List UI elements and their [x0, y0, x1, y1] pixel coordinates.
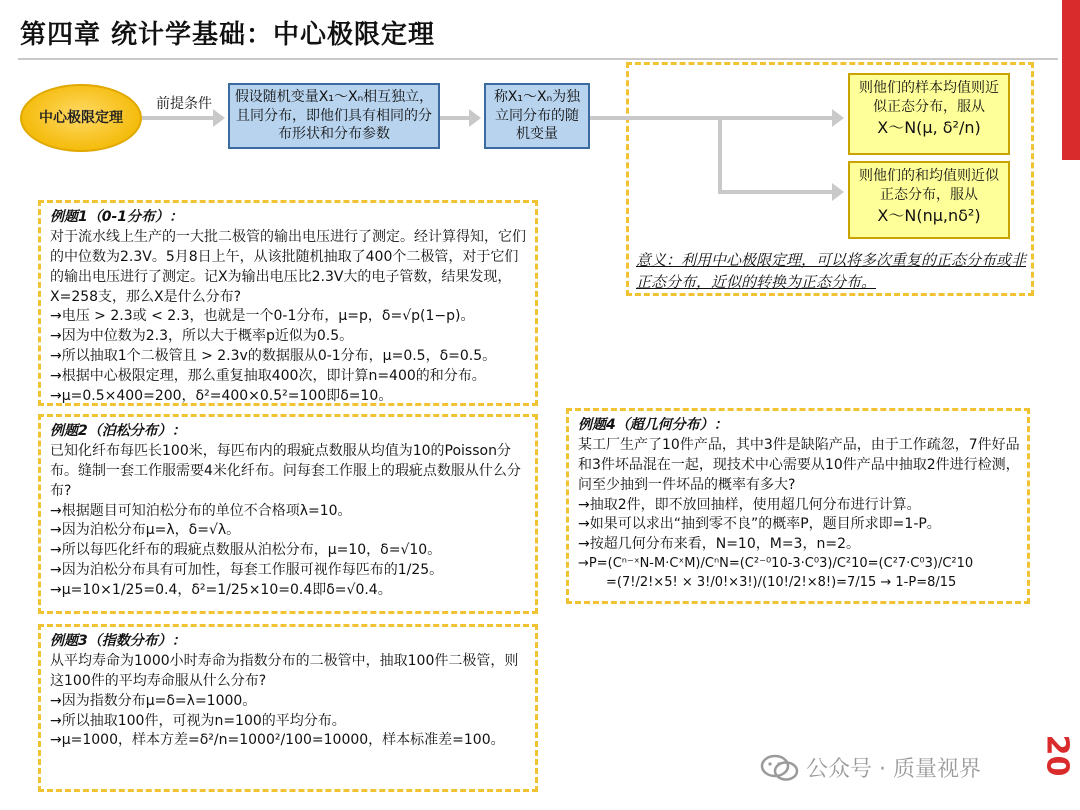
example4-line: →P=(Cⁿ⁻ˣN-M·CˣM)/CⁿN=(C²⁻⁰10-3·C⁰3)/C²10=(C²7·C⁰3)/C²10 [578, 556, 974, 572]
example4 [570, 412, 1028, 596]
sum-mean-formula: X～N(nμ,nδ²) [877, 205, 981, 225]
title-divider [18, 58, 1058, 60]
example1-line: →电压 > 2.3或 < 2.3，也就是一个0-1分布，μ=p，δ=√p(1−p)。 [50, 308, 475, 325]
sample-mean-formula: X～N(μ, δ²/n) [877, 117, 981, 137]
example2-line: →μ=10×1/25=0.4，δ²=1/25×10=0.4即δ=√0.4。 [50, 582, 392, 598]
example2-line: →所以每匹化纤布的瑕疵点数服从泊松分布，μ=10，δ=√10。 [50, 542, 442, 559]
arrow-4 [718, 190, 832, 194]
example4-line: 某工厂生产了10件产品，其中3件是缺陷产品，由于工作疏忽，7件好品和3件坏品混在一起，现技术中心需要从10件产品中抽取2件进行检测，问至少抽到一件坏品的概率有多大? [578, 436, 1020, 493]
page-number: 20 [1039, 734, 1075, 777]
clt-oval: 中心极限定理 [20, 84, 142, 152]
example2-line: →因为泊松分布μ=λ，δ=√λ。 [50, 522, 241, 539]
sample-mean-text: 则他们的样本均值则近似正态分布，服从 [859, 80, 999, 115]
assumption-box: 假设随机变量X₁～Xₙ相互独立，且同分布，即他们具有相同的分布形状和分布参数 [228, 83, 440, 149]
example3-line: 从平均寿命为1000小时寿命为指数分布的二极管中，抽取100件二极管，则这100件的平均寿命服从什么分布? [50, 652, 519, 689]
example2-line: →根据题目可知泊松分布的单位不合格项λ=10。 [50, 502, 352, 519]
example1-line: →根据中心极限定理，那么重复抽取400次，即计算n=400的和分布。 [50, 368, 486, 384]
example3 [42, 628, 536, 755]
arrow-3-head [832, 109, 844, 127]
example3-line: →因为指数分布μ=δ=λ=1000。 [50, 692, 257, 709]
example4-line: →如果可以求出“抽到零不良”的概率P，题目所求即=1-P。 [578, 516, 941, 533]
iid-box: 称X₁～Xₙ为独立同分布的随机变量 [484, 83, 590, 149]
arrow-2-head [469, 109, 481, 127]
example1 [42, 204, 536, 411]
example4-title: 例题4（超几何分布）： [578, 417, 728, 433]
arrow-1-head [213, 109, 225, 127]
sum-mean-result [848, 161, 1010, 239]
example4-line: →抽取2件，即不放回抽样，使用超几何分布进行计算。 [578, 496, 921, 513]
example2-line: 已知化纤布每匹长100米，每匹布内的瑕疵点数服从均值为10的Poisson分布。缝制一套工作服需要4米化纤布。问每套工作服上的瑕疵点数服从什么分布? [50, 442, 521, 499]
arrow-3 [590, 116, 832, 120]
example3-line: →μ=1000，样本方差=δ²/n=1000²/100=10000，样本标准差=100。 [50, 732, 505, 749]
branch-line [718, 116, 722, 194]
arrow-4-head [832, 183, 844, 201]
arrow-1 [142, 116, 214, 120]
example3-title: 例题3（指数分布）： [50, 633, 186, 649]
example1-title: 例题1（0-1分布）： [50, 209, 184, 225]
accent-bar [1062, 0, 1080, 160]
example1-line: →因为中位数为2.3，所以大于概率p近似为0.5。 [50, 328, 354, 345]
sample-mean-result [848, 73, 1010, 155]
example2-line: →因为泊松分布具有可加性，每套工作服可视作每匹布的1/25。 [50, 562, 444, 579]
example2-title: 例题2（泊松分布）： [50, 423, 186, 439]
watermark [760, 752, 981, 783]
example1-line: →所以抽取1个二极管且 > 2.3v的数据服从0-1分布，μ=0.5，δ=0.5。 [50, 348, 497, 365]
arrow-2 [440, 116, 470, 120]
meaning-text: 意义：利用中心极限定理，可以将多次重复的正态分布或非正态分布，近似的转换为正态分布。 [636, 251, 1027, 291]
example4-line: =(7!/2!×5! × 3!/0!×3!)/(10!/2!×8!)=7/15 → 1-P=8/15 [606, 574, 957, 590]
watermark-text: 公众号 · 质量视界 [806, 757, 981, 782]
example4-line: →按超几何分布来看，N=10，M=3，n=2。 [578, 536, 860, 553]
example2 [42, 418, 536, 605]
sum-mean-text: 则他们的和均值则近似正态分布，服从 [859, 168, 999, 203]
wechat-icon [760, 753, 800, 783]
page-title: 第四章 统计学基础：中心极限定理 [20, 20, 436, 50]
precondition-label: 前提条件 [156, 96, 212, 112]
example3-line: →所以抽取100件，可视为n=100的平均分布。 [50, 712, 346, 729]
example1-line: →μ=0.5×400=200，δ²=400×0.5²=100即δ=10。 [50, 387, 393, 404]
example1-line: 对于流水线上生产的一大批二极管的输出电压进行了测定。经计算得知，它们的中位数为2.3V。5月8日上午，从该批随机抽取了400个二极管，对于它们的输出电压进行了测定。记X为输出电压比2.3V大的电子管数，结果发现，X=258支，那么X是什么分布? [50, 228, 526, 305]
